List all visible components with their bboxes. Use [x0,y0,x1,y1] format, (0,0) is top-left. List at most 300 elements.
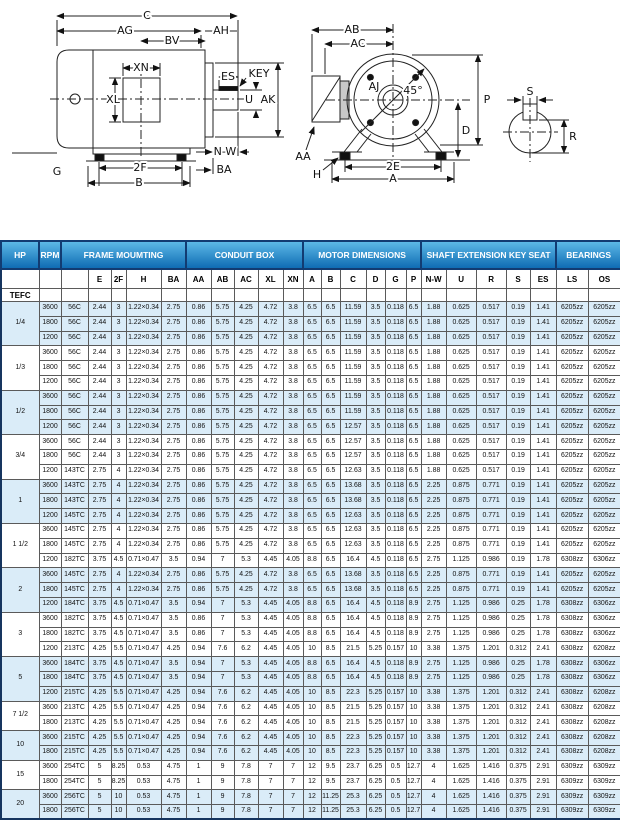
spec-cell: 7 [283,760,303,775]
spec-cell: 1.88 [421,346,446,361]
spec-cell: 8.9 [406,671,421,686]
spec-cell: 7 [211,597,234,612]
spec-cell [385,289,406,302]
spec-cell: 0.71×0.47 [126,716,161,731]
spec-cell: 0.71×0.47 [126,701,161,716]
spec-cell: 11.25 [321,805,340,820]
spec-cell: 6.5 [303,494,321,509]
spec-cell: 1.22×0.34 [126,479,161,494]
spec-cell: 4.45 [258,701,283,716]
spec-cell: 4.45 [258,627,283,642]
spec-cell: 3 [111,405,126,420]
dim-label-xl: XL [106,93,120,106]
spec-cell: 22.3 [340,745,366,760]
spec-cell: 12.7 [406,775,421,790]
spec-cell: 1.416 [476,805,506,820]
spec-cell: 5.75 [211,449,234,464]
spec-cell: 2.75 [161,523,186,538]
spec-cell: 1800 [39,627,61,642]
hp-cell: 3/4 [1,435,39,479]
spec-cell: 6205zz [588,449,620,464]
spec-cell: 0.71×0.47 [126,657,161,672]
spec-cell: 4.25 [234,449,258,464]
spec-cell: 2.75 [161,568,186,583]
spec-cell: 0.118 [385,435,406,450]
spec-cell: 56C [61,420,88,435]
spec-cell: 2.44 [88,346,111,361]
spec-cell: 3.75 [88,627,111,642]
spec-cell: 3.5 [366,449,385,464]
spec-cell: 6205zz [556,390,588,405]
spec-cell: 0.517 [476,449,506,464]
column-header: D [366,269,385,289]
spec-cell: 16.4 [340,671,366,686]
spec-cell: 21.5 [340,642,366,657]
dim-label-u: U [244,93,254,106]
shaft-section-view [503,96,569,162]
spec-cell: 0.986 [476,612,506,627]
spec-cell: 1.88 [421,302,446,317]
spec-cell: 0.94 [186,642,211,657]
spec-cell [506,289,530,302]
spec-cell: 1.201 [476,716,506,731]
spec-cell: 6.5 [303,361,321,376]
spec-cell: 3 [111,316,126,331]
spec-row [1,361,620,376]
spec-cell: 4.25 [88,642,111,657]
spec-cell: 0.118 [385,420,406,435]
spec-cell: 0.312 [506,701,530,716]
spec-cell: 3.38 [421,716,446,731]
spec-cell: 10 [406,745,421,760]
spec-cell: 6205zz [588,390,620,405]
spec-cell: 3.5 [366,302,385,317]
spec-cell: 3.8 [283,568,303,583]
spec-cell: 6.5 [406,523,421,538]
spec-cell: 4.5 [366,627,385,642]
spec-row [1,346,620,361]
spec-cell: 1.41 [530,523,556,538]
spec-row [1,671,620,686]
spec-cell: 1.41 [530,302,556,317]
dim-label-ac: AC [350,37,366,50]
spec-cell: 0.875 [446,538,476,553]
spec-cell: 3600 [39,760,61,775]
dimension-diagrams [0,0,620,240]
spec-cell: 2.25 [421,494,446,509]
spec-cell: 2.75 [161,449,186,464]
spec-cell [126,289,161,302]
spec-cell: 8.8 [303,612,321,627]
spec-cell: 4.5 [111,671,126,686]
spec-cell: 6.5 [321,316,340,331]
spec-cell: 3600 [39,701,61,716]
spec-cell: 4.25 [234,390,258,405]
spec-cell: 2.75 [161,464,186,479]
spec-cell: 1800 [39,449,61,464]
spec-cell: 10 [406,642,421,657]
spec-cell: 6308zz [556,597,588,612]
spec-cell: 25.3 [340,805,366,820]
spec-cell: 5.25 [366,716,385,731]
hp-cell: 1/3 [1,346,39,390]
spec-cell [88,289,111,302]
spec-row [1,316,620,331]
spec-cell: 0.118 [385,523,406,538]
spec-cell: 6205zz [588,538,620,553]
spec-cell: 4.45 [258,597,283,612]
spec-cell: 1.125 [446,612,476,627]
spec-cell: 6.5 [321,509,340,524]
spec-cell: 56C [61,375,88,390]
spec-cell: 0.86 [186,375,211,390]
spec-cell: 11.59 [340,375,366,390]
spec-cell: 4.72 [258,405,283,420]
spec-cell: 213TC [61,716,88,731]
dim-label-p: P [483,93,491,106]
spec-cell: 2.75 [161,435,186,450]
spec-cell: 6.25 [366,760,385,775]
spec-cell: 6205zz [556,435,588,450]
column-header [39,269,61,289]
spec-cell: 6309zz [556,805,588,820]
spec-cell: 2.25 [421,583,446,598]
spec-cell: 6205zz [588,316,620,331]
dim-label-ba: BA [216,163,232,176]
hp-cell: 1 1/2 [1,523,39,567]
spec-cell: 4 [421,775,446,790]
spec-cell: 22.3 [340,686,366,701]
spec-cell: 1.375 [446,701,476,716]
spec-cell: 4.25 [161,701,186,716]
spec-cell: 0.517 [476,316,506,331]
spec-cell: 6.2 [234,686,258,701]
spec-cell: 0.71×0.47 [126,642,161,657]
spec-cell: 2.75 [421,657,446,672]
spec-cell: 6.5 [303,331,321,346]
spec-row [1,509,620,524]
spec-cell: 0.19 [506,523,530,538]
spec-cell: 2.75 [161,420,186,435]
spec-cell: 8.8 [303,657,321,672]
spec-cell: 5.3 [234,657,258,672]
spec-cell: 3.38 [421,731,446,746]
spec-cell: 3600 [39,612,61,627]
spec-cell: 3.8 [283,302,303,317]
spec-cell: 1800 [39,361,61,376]
spec-cell: 56C [61,405,88,420]
spec-cell: 1 [186,790,211,805]
spec-cell: 6.5 [303,509,321,524]
spec-cell: 1.416 [476,790,506,805]
column-header: N-W [421,269,446,289]
spec-cell: 0.625 [446,464,476,479]
spec-cell: 0.118 [385,583,406,598]
spec-cell: 1.41 [530,583,556,598]
spec-cell: 8.25 [111,760,126,775]
spec-cell: 3600 [39,731,61,746]
spec-cell: 3600 [39,479,61,494]
column-header [61,269,88,289]
spec-cell: 2.75 [161,375,186,390]
spec-cell: 7.6 [211,745,234,760]
spec-cell [161,289,186,302]
spec-cell: 4.72 [258,361,283,376]
dim-label-aa: AA [295,150,311,163]
spec-cell: 0.19 [506,346,530,361]
spec-cell: 2.75 [88,523,111,538]
spec-cell: 1.78 [530,612,556,627]
section-label: TEFC [1,289,39,302]
spec-cell: 6205zz [556,538,588,553]
spec-cell: 16.4 [340,627,366,642]
spec-cell: 3600 [39,435,61,450]
spec-cell: 215TC [61,731,88,746]
spec-cell: 1.22×0.34 [126,390,161,405]
spec-cell: 0.86 [186,627,211,642]
spec-cell: 1.625 [446,790,476,805]
spec-cell [303,289,321,302]
spec-cell: 6.5 [406,331,421,346]
spec-cell: 5.75 [211,375,234,390]
spec-cell: 0.94 [186,716,211,731]
spec-cell: 3600 [39,790,61,805]
spec-cell: 1800 [39,671,61,686]
spec-cell: 0.71×0.47 [126,731,161,746]
spec-cell: 0.86 [186,523,211,538]
spec-cell: 9 [211,805,234,820]
spec-cell: 0.157 [385,745,406,760]
spec-cell: 7.6 [211,686,234,701]
spec-cell: 2.25 [421,523,446,538]
spec-cell: 2.41 [530,731,556,746]
spec-cell: 4.72 [258,583,283,598]
spec-cell [421,289,446,302]
spec-cell: 6308zz [556,671,588,686]
spec-cell: 6205zz [556,346,588,361]
spec-row [1,731,620,746]
spec-cell: 1.201 [476,642,506,657]
spec-cell: 6.5 [406,420,421,435]
spec-cell: 4.25 [161,642,186,657]
spec-cell: 3600 [39,390,61,405]
spec-cell: 4.5 [111,657,126,672]
spec-cell [406,289,421,302]
spec-cell: 4.05 [283,716,303,731]
spec-cell: 6.5 [406,302,421,317]
spec-cell: 0.86 [186,346,211,361]
spec-cell: 2.44 [88,375,111,390]
spec-cell: 5.3 [234,553,258,568]
spec-cell: 10 [303,716,321,731]
spec-cell: 6.5 [321,553,340,568]
spec-cell: 6205zz [556,361,588,376]
spec-row [1,375,620,390]
spec-cell: 8.25 [111,775,126,790]
hp-cell: 1/4 [1,302,39,346]
spec-cell: 4.72 [258,509,283,524]
spec-cell: 16.4 [340,553,366,568]
spec-cell: 6.5 [321,494,340,509]
spec-cell [61,289,88,302]
spec-cell: 7 [211,612,234,627]
spec-cell: 0.118 [385,390,406,405]
spec-row [1,612,620,627]
spec-cell: 1200 [39,597,61,612]
spec-cell: 254TC [61,760,88,775]
spec-cell: 0.312 [506,731,530,746]
spec-cell: 6205zz [556,449,588,464]
spec-cell: 12.7 [406,790,421,805]
spec-cell: 6.5 [303,523,321,538]
spec-cell: 2.44 [88,420,111,435]
spec-cell: 0.19 [506,509,530,524]
spec-cell: 0.71×0.47 [126,553,161,568]
spec-row [1,775,620,790]
spec-cell: 1800 [39,405,61,420]
hp-cell: 1 [1,479,39,523]
spec-cell: 0.5 [385,775,406,790]
spec-cell: 7 [211,627,234,642]
spec-cell: 6.5 [321,657,340,672]
spec-cell: 7.6 [211,701,234,716]
spec-row [1,686,620,701]
motor-dimension-drawings [0,0,620,240]
dim-label-c: C [143,9,151,22]
spec-cell: 6308zz [556,553,588,568]
spec-cell: 4.45 [258,671,283,686]
spec-cell: 0.118 [385,331,406,346]
header-group-row [1,241,620,269]
spec-cell: 6205zz [556,331,588,346]
spec-cell: 2.75 [421,627,446,642]
spec-cell: 1.375 [446,686,476,701]
spec-cell: 6205zz [588,464,620,479]
spec-cell: 6.5 [321,420,340,435]
spec-cell: 0.25 [506,597,530,612]
spec-cell: 4 [111,538,126,553]
spec-cell: 4.25 [161,716,186,731]
spec-cell: 6208zz [588,686,620,701]
spec-cell: 0.5 [385,760,406,775]
spec-cell: 4.72 [258,568,283,583]
spec-cell: 1.625 [446,805,476,820]
spec-cell: 4.72 [258,479,283,494]
spec-cell: 0.86 [186,316,211,331]
spec-cell: 25.3 [340,790,366,805]
spec-cell: 7 [283,805,303,820]
spec-cell: 6205zz [556,479,588,494]
spec-cell: 4.75 [161,805,186,820]
spec-cell: 0.86 [186,331,211,346]
spec-cell: 2.25 [421,538,446,553]
spec-cell: 2.41 [530,745,556,760]
spec-cell: 1.41 [530,538,556,553]
spec-cell: 4.05 [283,553,303,568]
column-header [1,269,39,289]
spec-cell: 3.75 [88,612,111,627]
spec-cell: 6306zz [588,597,620,612]
spec-cell: 1.416 [476,760,506,775]
spec-cell: 6.5 [321,435,340,450]
spec-cell: 4.72 [258,523,283,538]
spec-cell: 4.72 [258,464,283,479]
spec-cell: 4.5 [366,671,385,686]
spec-cell: 0.875 [446,583,476,598]
spec-cell: 10 [406,731,421,746]
spec-cell: 3.5 [161,671,186,686]
spec-cell: 1.22×0.34 [126,494,161,509]
spec-cell: 6208zz [588,716,620,731]
spec-cell: 3.8 [283,316,303,331]
spec-cell: 0.86 [186,405,211,420]
spec-cell: 2.41 [530,686,556,701]
spec-cell: 4 [111,523,126,538]
spec-cell: 3.75 [88,657,111,672]
spec-cell: 0.118 [385,375,406,390]
spec-cell: 1200 [39,464,61,479]
spec-cell: 6205zz [588,375,620,390]
spec-cell: 1.22×0.34 [126,538,161,553]
spec-cell: 3.5 [366,316,385,331]
spec-cell: 0.94 [186,701,211,716]
spec-cell: 4 [421,790,446,805]
spec-cell: 256TC [61,805,88,820]
spec-cell: 6205zz [556,420,588,435]
spec-cell: 5.75 [211,523,234,538]
spec-cell: 3.8 [283,523,303,538]
spec-cell: 1200 [39,375,61,390]
spec-cell: 0.53 [126,790,161,805]
spec-cell: 4 [111,464,126,479]
spec-cell: 1.41 [530,346,556,361]
spec-cell: 256TC [61,790,88,805]
spec-cell: 4.25 [161,731,186,746]
spec-cell [556,289,588,302]
spec-cell: 0.19 [506,479,530,494]
column-header: OS [588,269,620,289]
spec-cell: 184TC [61,671,88,686]
spec-cell: 0.94 [186,657,211,672]
spec-cell: 1.201 [476,701,506,716]
spec-cell: 0.771 [476,509,506,524]
spec-cell: 6.5 [303,538,321,553]
spec-cell: 5.75 [211,331,234,346]
spec-cell: 3.5 [366,435,385,450]
spec-cell: 2.75 [421,671,446,686]
spec-cell: 0.25 [506,627,530,642]
dim-label-d: D [461,124,471,137]
spec-cell: 0.71×0.47 [126,686,161,701]
spec-cell: 56C [61,316,88,331]
spec-cell: 1.125 [446,671,476,686]
spec-cell: 6.25 [366,775,385,790]
spec-cell: 10 [303,642,321,657]
spec-cell [111,289,126,302]
spec-cell: 4.5 [111,597,126,612]
spec-cell: 4.5 [111,612,126,627]
spec-cell: 3.38 [421,642,446,657]
spec-cell: 145TC [61,538,88,553]
section-row [1,289,620,302]
spec-cell: 3 [111,331,126,346]
column-header: P [406,269,421,289]
spec-cell: 3 [111,361,126,376]
spec-cell: 4.45 [258,612,283,627]
spec-cell: 2.44 [88,316,111,331]
spec-cell: 23.7 [340,760,366,775]
spec-cell: 0.94 [186,553,211,568]
